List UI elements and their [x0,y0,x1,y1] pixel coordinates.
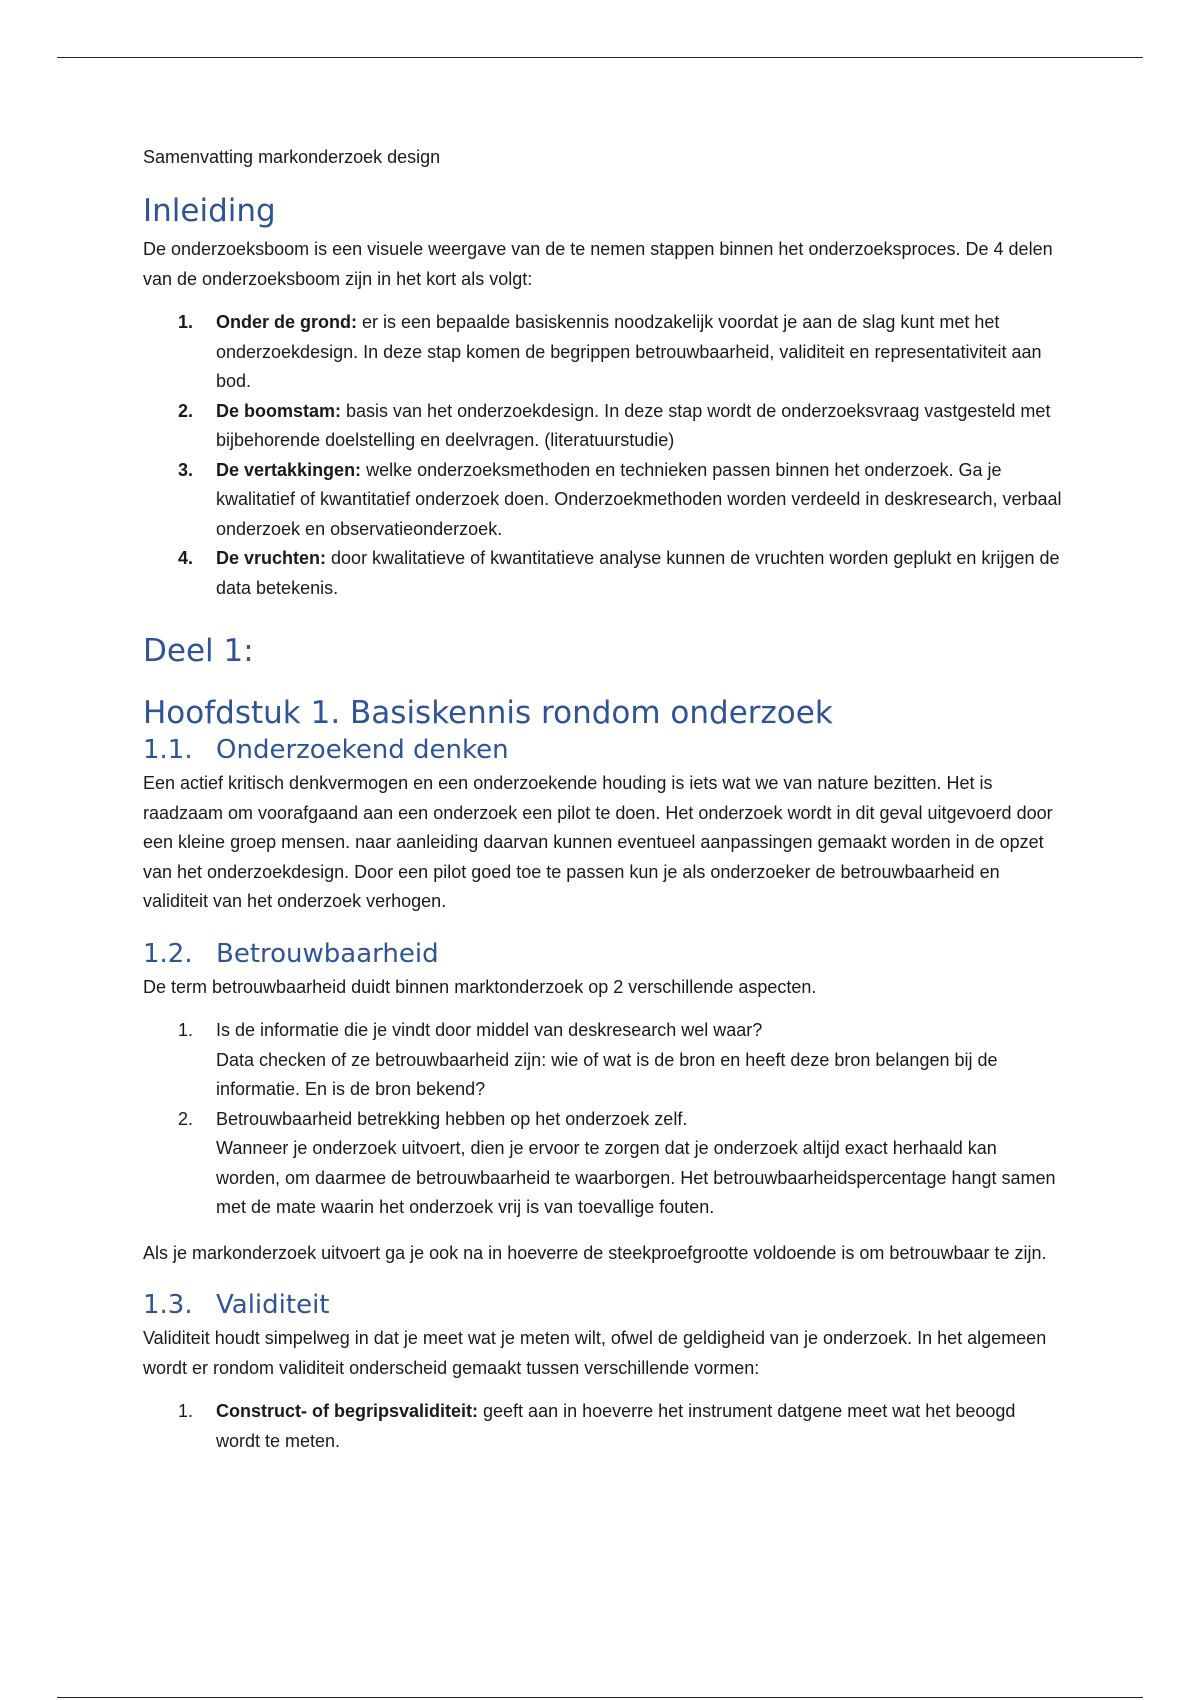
list-item: 1. Is de informatie die je vindt door middel van deskresearch wel waar? Data checken of ze betrouwbaarheid zijn: wie of wat is de bron en heeft deze bron belangen bij de informatie. En is de bron bekend? [178,1020,998,1099]
list-item: 3. De vertakkingen: welke onderzoeksmethoden en technieken passen binnen het onderzoek. Ga je kwalitatief of kwantitatief onderzoek doen. Onderzoekmethoden worden verdeeld in deskresearch, verbaal onderzoek en observatieonderzoek. [178,459,1062,539]
list-item-term: De vruchten: [216,548,327,568]
heading-inleiding: Inleiding [143,193,276,229]
section-1-1-body: Een actief kritisch denkvermogen en een onderzoekende houding is iets wat we van nature bezitten. Het is raadzaam om voorafgaand aan een onderzoek een pilot te doen. Het onderzoek wordt in dit geval uitgevoerd door een kleine groep mensen. naar aanleiding daarvan kunnen eventueel aanpassingen gemaakt worden in de opzet van het onderzoekdesign. Door een pilot goed toe te passen kun je als onderzoeker de betrouwbaarheid en validiteit van het onderzoek verhogen. [143,773,1053,911]
list-item-term: De boomstam: [216,400,342,421]
header-rule [57,57,1143,58]
list-item: 2. Betrouwbaarheid betrekking hebben op het onderzoek zelf. Wanneer je onderzoek uitvoert, dien je ervoor te zorgen dat je onderzoek altijd exact herhaald kan worden, om daarmee de betrouwbaarheid te waarborgen. Het betrouwbaarheidspercentage hangt samen met de mate waarin het onderzoek vrij is van toevallige fouten. [178,1108,1056,1217]
list-item-text: geeft aan in hoeverre het instrument datgene meet wat het beoogd wordt te meten. [216,1401,1016,1451]
betrouwbaarheid-list [143,1016,1063,1223]
list-item: 1. Onder de grond: er is een bepaalde basiskennis noodzakelijk voordat je aan de slag kunt met het onderzoekdesign. In deze stap komen de begrippen betrouwbaarheid, validiteit en representativiteit aan bod. [178,312,1042,391]
list-item-text: basis van het onderzoekdesign. In deze stap wordt de onderzoeksvraag vastgesteld met bijbehorende doelstelling en deelvragen. (literatuurstudie) [216,400,1051,450]
heading-section-1-3: 1.3. Validiteit [143,1290,330,1320]
list-item: 1. Construct- of begripsvaliditeit: geeft aan in hoeverre het instrument datgene meet wat het beoogd wordt te meten. [178,1401,1016,1451]
footer-rule [57,1697,1143,1698]
inleiding-intro: De onderzoeksboom is een visuele weergave van de te nemen stappen binnen het onderzoeksproces. De 4 delen van de onderzoeksboom zijn in het kort als volgt: [143,239,1053,289]
document-page [143,145,1063,1456]
section-1-2-intro: De term betrouwbaarheid duidt binnen marktonderzoek op 2 verschillende aspecten. [143,976,817,997]
section-1-2-outro: Als je markonderzoek uitvoert ga je ook na in hoeverre de steekproefgrootte voldoende is om betrouwbaar te zijn. [143,1242,1047,1263]
list-item-text: door kwalitatieve of kwantitatieve analyse kunnen de vruchten worden geplukt en krijgen de data betekenis. [216,548,1060,598]
heading-hoofdstuk: Hoofdstuk 1. Basiskennis rondom onderzoek [143,695,833,731]
section-1-3-intro: Validiteit houdt simpelweg in dat je meet wat je meten wilt, ofwel de geldigheid van je onderzoek. In het algemeen wordt er rondom validiteit onderscheid gemaakt tussen verschillende vormen: [143,1328,1047,1378]
list-item-text: er is een bepaalde basiskennis noodzakelijk voordat je aan de slag kunt met het onderzoekdesign. In deze stap komen de begrippen betrouwbaarheid, validiteit en representativiteit aan bod. [216,312,1042,391]
heading-section-1-2: 1.2. Betrouwbaarheid [143,938,439,969]
heading-deel: Deel 1: [143,633,254,669]
heading-section-1-1: 1.1. Onderzoekend denken [143,735,509,765]
list-item-term: Construct- of begripsvaliditeit: [216,1401,479,1421]
onderzoeksboom-list [143,308,1063,603]
validiteit-list [143,1397,1063,1456]
list-item-term: De vertakkingen: [216,459,362,480]
document-title: Samenvatting markonderzoek design [143,147,441,167]
list-item-term: Onder de grond: [216,312,357,332]
list-item: 2. De boomstam: basis van het onderzoekdesign. In deze stap wordt de onderzoeksvraag vastgesteld met bijbehorende doelstelling en deelvragen. (literatuurstudie) [178,400,1051,450]
list-item-text: welke onderzoeksmethoden en technieken passen binnen het onderzoek. Ga je kwalitatief of kwantitatief onderzoek doen. Onderzoekmethoden worden verdeeld in deskresearch, verbaal onderzoek en observatieonderzoek. [216,459,1062,539]
list-item: 4. De vruchten: door kwalitatieve of kwantitatieve analyse kunnen de vruchten worden geplukt en krijgen de data betekenis. [178,548,1060,598]
